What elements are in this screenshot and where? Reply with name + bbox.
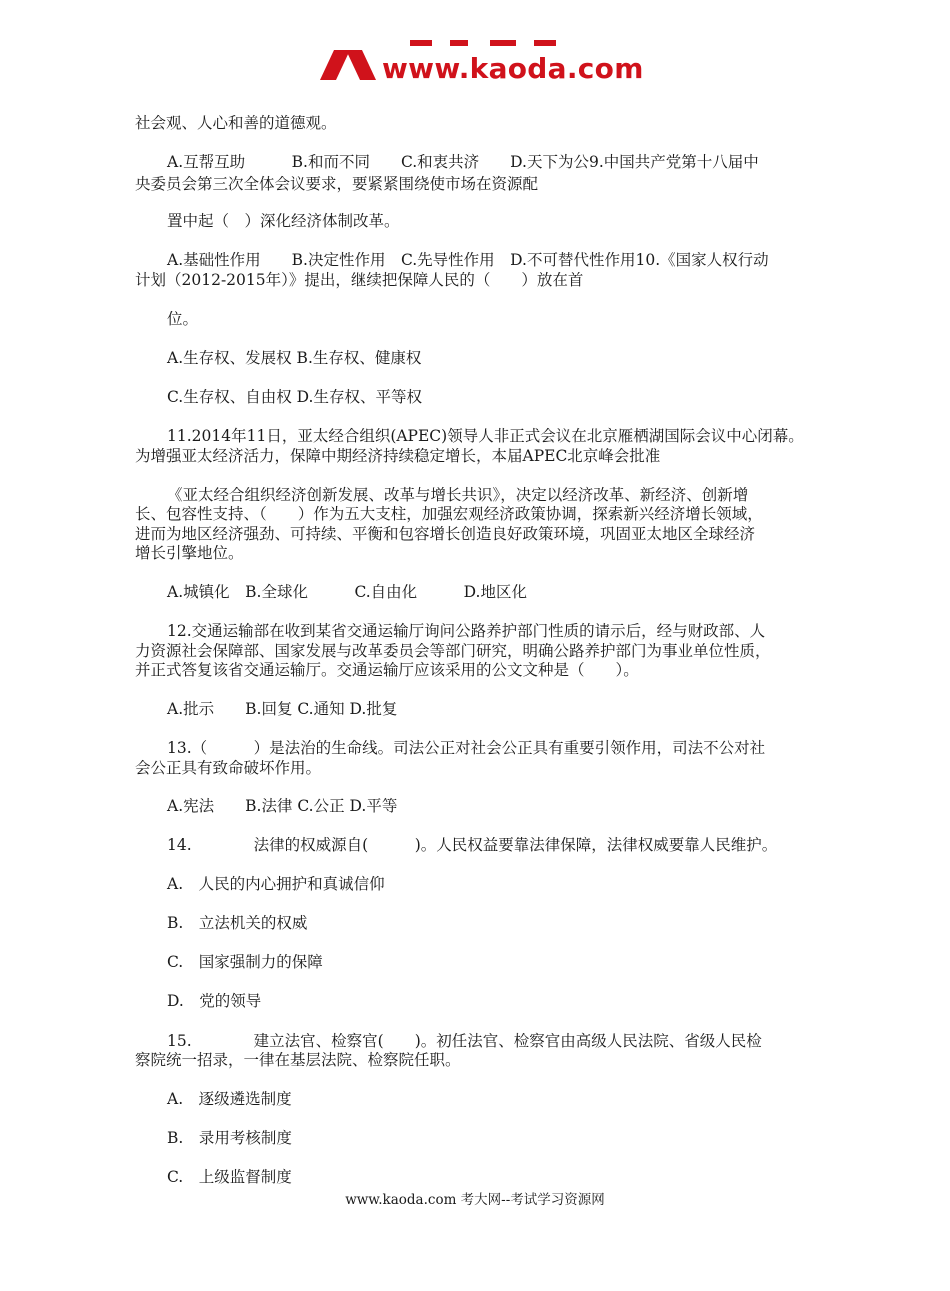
text-line: 央委员会第三次全体会议要求，要紧紧围绕使市场在资源配 — [135, 175, 539, 193]
text-line: A.城镇化 B.全球化 C.自由化 D.地区化 — [167, 583, 527, 601]
text-line: A.生存权、发展权 B.生存权、健康权 — [167, 349, 422, 367]
text-line: 察院统一招录，一律在基层法院、检察院任职。 — [135, 1051, 461, 1069]
text-line: 进而为地区经济强劲、可持续、平衡和包容增长创造良好政策环境，巩固亚太地区全球经济 — [135, 525, 756, 543]
text-line: A. 人民的内心拥护和真诚信仰 — [167, 875, 385, 893]
text-line: D. 党的领导 — [167, 992, 262, 1010]
text-line: A.宪法 B.法律 C.公正 D.平等 — [167, 797, 398, 815]
page-footer: www.kaoda.com 考大网--考试学习资源网 — [345, 1192, 605, 1208]
text-line: 长、包容性支持、（ ）作为五大支柱，加强宏观经济政策协调，探索新兴经济增长领域， — [135, 505, 763, 523]
logo-k-icon — [320, 50, 378, 80]
text-line: C.生存权、自由权 D.生存权、平等权 — [167, 388, 422, 406]
text-line: 14. 法律的权威源自( )。人民权益要靠法律保障，法律权威要靠人民维护。 — [167, 836, 778, 854]
text-line: 增长引擎地位。 — [135, 544, 244, 562]
logo-text: www.kaoda.com — [382, 52, 644, 85]
text-line: 计划（2012-2015年）》提出，继续把保障人民的（ ）放在首 — [135, 271, 584, 289]
logo-top-decoration — [410, 40, 560, 46]
text-line: 并正式答复该省交通运输厅。交通运输厅应该采用的公文文种是（ ）。 — [135, 661, 639, 679]
text-line: 为增强亚太经济活力，保障中期经济持续稳定增长，本届APEC北京峰会批准 — [135, 447, 661, 465]
kaoda-logo[interactable] — [320, 40, 650, 90]
text-line: B. 录用考核制度 — [167, 1129, 292, 1147]
text-line: 11.2014年11日，亚太经合组织(APEC)领导人非正式会议在北京雁栖湖国际会议中心闭幕。 — [167, 427, 804, 445]
text-line: 12.交通运输部在收到某省交通运输厅询问公路养护部门性质的请示后，经与财政部、人 — [167, 622, 766, 640]
text-line: 会公正具有致命破坏作用。 — [135, 759, 322, 777]
text-line: 13.（ ）是法治的生命线。司法公正对社会公正具有重要引领作用，司法不公对社 — [167, 739, 766, 757]
text-line: C. 上级监督制度 — [167, 1168, 292, 1186]
text-line: C. 国家强制力的保障 — [167, 953, 323, 971]
text-line: A.互帮互助 B.和而不同 C.和衷共济 D.天下为公9.中国共产党第十八届中 — [167, 153, 759, 171]
text-line: 社会观、人心和善的道德观。 — [135, 114, 337, 132]
text-line: B. 立法机关的权威 — [167, 914, 308, 932]
text-line: A.基础性作用 B.决定性作用 C.先导性作用 D.不可替代性作用10.《国家人权行动 — [167, 251, 769, 269]
text-line: 置中起（ ）深化经济体制改革。 — [167, 212, 400, 230]
text-line: 《亚太经合组织经济创新发展、改革与增长共识》，决定以经济改革、新经济、创新增 — [167, 486, 749, 504]
text-line: 15. 建立法官、检察官( )。初任法官、检察官由高级人民法院、省级人民检 — [167, 1032, 762, 1050]
text-line: 力资源社会保障部、国家发展与改革委员会等部门研究，明确公路养护部门为事业单位性质， — [135, 642, 771, 660]
text-line: 位。 — [167, 310, 199, 328]
text-line: A.批示 B.回复 C.通知 D.批复 — [167, 700, 398, 718]
text-line: A. 逐级遴选制度 — [167, 1090, 292, 1108]
